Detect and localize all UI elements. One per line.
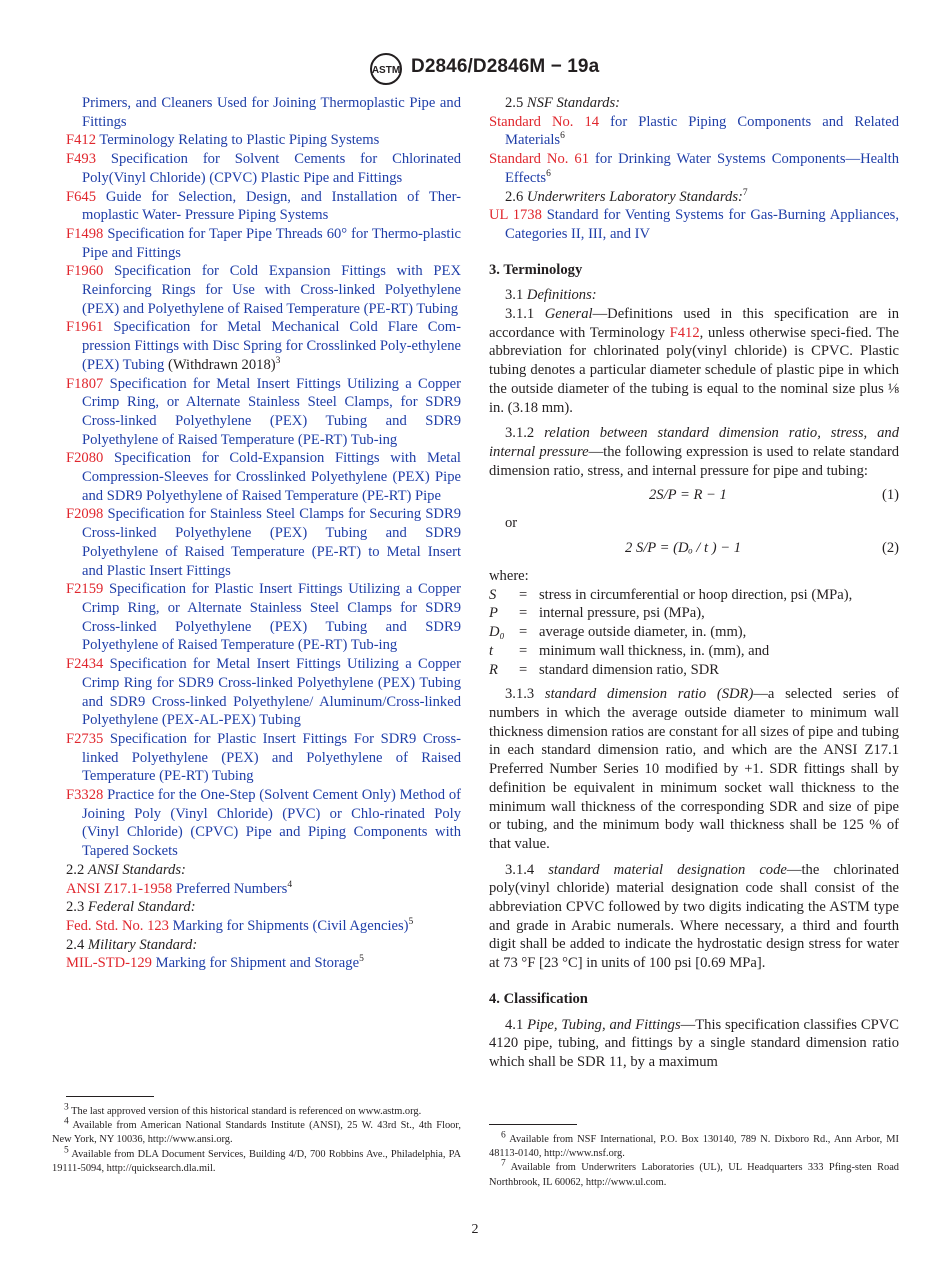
reference-code[interactable]: MIL-STD-129 [66, 955, 152, 972]
footnote-number: 3 [64, 1102, 69, 1113]
equals-sign: = [519, 605, 528, 622]
right-column [489, 94, 899, 1072]
reference-item [66, 131, 461, 150]
footnote [52, 1145, 461, 1176]
equation-2: 2 S/P = (Dₒ / t ) − 1 (2) [625, 540, 899, 557]
reference-item [66, 375, 461, 450]
withdrawn-note: (Withdrawn 2018) [164, 356, 276, 373]
symbol-definitions [489, 586, 899, 680]
reference-code[interactable]: F1960 [66, 263, 104, 280]
symbol-definition [489, 661, 899, 680]
reference-title[interactable]: for Plastic Piping Components and Related Materials [505, 113, 899, 149]
astm-logo-icon [368, 52, 404, 86]
section-3-1-heading: 3.1 Definitions: [505, 287, 597, 304]
section-3-1-3: 3.1.3 standard dimension ratio (SDR)—a selected series of numbers in which the average outside diameter to minimum wall thickness dimension ratios are constant for all sizes of pipe and tubing in each standard dimension ratio, and which are the ANSI Z17.1 Preferred Number Series 10 modified by +1. SDR fittings shall by definition be equivalent in minimum socket wall thickness to the minimum wall thickness of the corresponding SDR and size of pipe or tubing, and the minimum body wall thickness shall be 125 % of that value. [489, 686, 899, 852]
footnote-number: 6 [501, 1130, 506, 1141]
reference-code[interactable]: F1498 [66, 225, 104, 242]
terminology-link[interactable]: F412 [669, 324, 700, 341]
reference-code[interactable]: F2735 [66, 730, 104, 747]
page-number: 2 [471, 1222, 479, 1237]
footnote-number: 4 [64, 1116, 69, 1127]
reference-title[interactable]: Preferred Numbers [175, 880, 288, 897]
reference-item [66, 730, 461, 786]
reference-code[interactable]: UL 1738 [489, 207, 542, 224]
footnote [52, 1102, 461, 1119]
reference-ansi: ANSI Z17.1-1958 Preferred Numbers$^4$ [66, 879, 293, 897]
reference-code[interactable]: F3328 [66, 787, 104, 804]
reference-continuation: Primers, and Cleaners Used for Joining Thermoplastic Pipe and Fittings [82, 95, 461, 130]
symbol: S [489, 586, 497, 603]
symbol-meaning: average outside diameter, in. (mm), [539, 624, 747, 641]
symbol-definition [489, 604, 899, 623]
reference-title[interactable]: Specification for Cold-Expansion Fittings with Metal Compression-Sleeves for Crosslinked Polyethylene (PEX) Pipe and SDR9 Polyethylene of Raised Temperature (PE-RT) Pipe [82, 450, 461, 504]
where-text: where: [489, 568, 529, 585]
reference-item [66, 150, 461, 187]
footnote-rule-right [489, 1124, 577, 1125]
svg-text:ASTM: ASTM [371, 65, 401, 76]
reference-item [66, 262, 461, 318]
reference-title[interactable]: Specification for Plastic Insert Fittings Utilizing a Copper Crimp Ring, or Alternate Stainless Steel Clamps for SDR9 Cross-linked Polyethylene (PEX) Tubing and SDR9 Polyethylene of Raised Temperature (PE-RT) Tub-ing [82, 581, 461, 654]
reference-item [66, 655, 461, 730]
reference-mil: MIL-STD-129 Marking for Shipment and Storage$^5$ [66, 954, 364, 972]
footnote-rule-left [66, 1096, 154, 1097]
section-3-1-1: 3.1.1 General—Definitions used in this specification are in accordance with Terminology F412, unless otherwise speci-fied. The abbreviation for chlorinated poly(vinyl chloride) is CPVC. Plastic tubing denotes a particular diameter schedule of plastic pipe in which the outside diameter of the tubing is equal to the nominal size plus ⅛ in. (3.18 mm). [489, 306, 900, 416]
reference-title[interactable]: Specification for Metal Insert Fittings Utilizing a Copper Crimp Ring for SDR9 Cross-linked Polyethylene (PEX) Tubing and SDR9 Cross-linked Polyethylene/ Aluminum/Cross-linked Polyethylene (PEX-AL-PEX) Tubing [82, 656, 461, 729]
reference-code[interactable]: F2159 [66, 581, 104, 598]
symbol-meaning: stress in circumferential or hoop direction, psi (MPa), [539, 586, 853, 603]
symbol: P [489, 605, 498, 622]
reference-fed: Fed. Std. No. 123 Marking for Shipments (Civil Agencies)$^5$ [66, 917, 414, 934]
reference-title[interactable]: for Drinking Water Systems Components—Health Effects [505, 151, 899, 186]
reference-title[interactable]: Marking for Shipment and Storage [155, 955, 360, 972]
reference-code[interactable]: F2098 [66, 506, 104, 523]
reference-title[interactable]: Specification for Taper Pipe Threads 60° for Thermo-plastic Pipe and Fittings [82, 225, 462, 261]
reference-code[interactable]: F2080 [66, 450, 104, 467]
reference-code[interactable]: F493 [66, 151, 97, 168]
or-text: or [505, 515, 518, 532]
reference-title[interactable]: Specification for Stainless Steel Clamps for Securing SDR9 Cross-linked Polyethylene (PEX) Tubing and SDR9 Polyethylene of Raised Temperature (PE-RT) to Metal Insert and Plastic Insert Fittings [82, 506, 461, 579]
footnote-number: 5 [64, 1145, 69, 1156]
reference-nsf-14: Standard No. 14 for Plastic Piping Components and Related Materials$^6$ [489, 113, 899, 149]
reference-item [66, 225, 461, 262]
symbol: t [489, 642, 494, 659]
symbol: R [489, 661, 498, 678]
reference-item [66, 786, 461, 861]
footnote-text: Available from Underwriters Laboratories (UL), UL Headquarters 333 Pfing-sten Road Northbrook, IL 60062, http://www.ul.com. [489, 1162, 899, 1188]
reference-code[interactable]: F645 [66, 188, 97, 205]
reference-list [66, 131, 461, 860]
reference-title[interactable]: Terminology Relating to Plastic Piping Systems [99, 132, 380, 149]
symbol-definition [489, 586, 899, 605]
footnote-marker: 3 [275, 355, 281, 366]
section-3-title: 3. Terminology [489, 261, 583, 278]
footnotes-left [52, 1102, 461, 1176]
equals-sign: = [519, 642, 528, 659]
section-2-2-heading: 2.2 ANSI Standards: [66, 861, 186, 878]
reference-code[interactable]: F412 [66, 132, 97, 149]
reference-title[interactable]: Specification for Solvent Cements for Chlorinated Poly(Vinyl Chloride) (CPVC) Plastic Pipe and Fittings [82, 151, 461, 186]
section-3-1-4: 3.1.4 standard material designation code—the chlorinated poly(vinyl chloride) material designation code shall consist of the abbreviation CPVC followed by two digits indicating the ASTM type and grade in Arabic numerals. Where necessary, a third and fourth digit shall be added to indicate the hydrostatic design stress for water at 73 °F [23 °C] in units of 100 psi [0.69 MPa]. [489, 861, 899, 972]
symbol-meaning: minimum wall thickness, in. (mm), and [539, 642, 770, 659]
reference-title[interactable]: Guide for Selection, Design, and Installation of Ther-moplastic Water- Pressure Piping Systems [82, 188, 461, 224]
reference-title[interactable]: Specification for Plastic Insert Fittings For SDR9 Cross-linked Polyethylene (PEX) and Polyethylene of Raised Temperature (PE-RT) Tubing [82, 730, 461, 785]
symbol-meaning: standard dimension ratio, SDR [539, 661, 719, 678]
section-2-6-heading: 2.6 Underwriters Laboratory Standards:$^7$ [505, 187, 748, 205]
reference-ul [489, 206, 899, 243]
footnote-text: Available from American National Standards Institute (ANSI), 25 W. 43rd St., 4th Floor, New York, NY 10036, http://www.ansi.org. [52, 1120, 461, 1146]
left-column [66, 94, 461, 973]
page-header [0, 52, 950, 86]
reference-item [66, 318, 461, 374]
reference-title[interactable]: Specification for Cold Expansion Fittings with PEX Reinforcing Rings for Use with Cross-linked Polyethylene (PEX) and Polyethylene of Raised Temperature (PE-RT) Tubing [82, 263, 461, 317]
symbol: D₀ [489, 624, 505, 641]
symbol-definition [489, 642, 899, 661]
section-2-3-heading: 2.3 Federal Standard: [66, 899, 196, 916]
reference-item [66, 580, 461, 655]
equation-1: 2S/P = R − 1 (1) [649, 487, 899, 504]
footnote [489, 1130, 899, 1161]
footnote-number: 7 [501, 1158, 506, 1169]
reference-code[interactable]: F2434 [66, 656, 104, 673]
reference-item [66, 449, 461, 505]
footnote [52, 1116, 461, 1147]
equals-sign: = [519, 624, 528, 641]
document-id: D2846/D2846M − 19a [411, 56, 600, 77]
reference-title[interactable]: Specification for Metal Mechanical Cold Flare Com-pression Fittings with Disc Spring for Crosslinked Poly-ethylene (PEX) Tubing [82, 319, 461, 373]
reference-code[interactable]: F1807 [66, 375, 104, 392]
reference-item [66, 188, 461, 225]
reference-title[interactable]: Marking for Shipments (Civil Agencies) [172, 917, 409, 934]
footnotes-right [489, 1130, 899, 1190]
footnote [489, 1158, 899, 1189]
reference-code[interactable]: ANSI Z17.1-1958 [66, 880, 173, 897]
reference-nsf-61: Standard No. 61 for Drinking Water Systems Components—Health Effects$^6$ [489, 151, 899, 186]
reference-code[interactable]: F1961 [66, 319, 104, 336]
footnote-text: Available from DLA Document Services, Building 4/D, 700 Robbins Ave., Philadelphia, PA 19111-5094, http://quicksearch.dla.mil. [52, 1148, 461, 1174]
section-4-title: 4. Classification [489, 990, 588, 1007]
footnote-text: The last approved version of this historical standard is referenced on www.astm.org. [71, 1106, 422, 1117]
equals-sign: = [519, 586, 528, 603]
reference-item [66, 505, 461, 580]
footnote-text: Available from NSF International, P.O. Box 130140, 789 N. Dixboro Rd., Ann Arbor, MI 48113-0140, http://www.nsf.org. [489, 1134, 899, 1160]
reference-title[interactable]: Specification for Metal Insert Fittings Utilizing a Copper Crimp Ring, or Alternate Stainless Steel Clamps, for SDR9 Cross-linked Polyethylene (PEX) Tubing and SDR9 Polyethylene of Raised Temperature (PE-RT) Tub-ing [82, 375, 461, 448]
symbol-definition [489, 623, 899, 642]
reference-code[interactable]: Fed. Std. No. 123 [66, 917, 169, 934]
reference-code[interactable]: Standard No. 14 [489, 113, 600, 130]
reference-title[interactable]: Standard for Venting Systems for Gas-Burning Appliances, Categories II, III, and IV [505, 207, 899, 242]
reference-code[interactable]: Standard No. 61 [489, 151, 590, 168]
equals-sign: = [519, 661, 528, 678]
section-2-5-heading: 2.5 NSF Standards: [505, 95, 621, 111]
symbol-meaning: internal pressure, psi (MPa), [539, 605, 705, 622]
section-3-1-2: 3.1.2 relation between standard dimension ratio, stress, and internal pressure—the following expression is used to relate standard dimension ratio, stress, and internal pressure for pipe and tubing: [489, 425, 899, 479]
reference-title[interactable]: Practice for the One-Step (Solvent Cement Only) Method of Joining Poly (Vinyl Chloride) (PVC) or Chlo-rinated Poly (Vinyl Chloride) (CPVC) Pipe and Piping Components with Tapered Sockets [82, 787, 461, 860]
section-2-4-heading: 2.4 Military Standard: [66, 936, 198, 953]
section-4-1: 4.1 Pipe, Tubing, and Fittings—This specification classifies CPVC 4120 pipe, tubing, and fittings by a single standard dimension ratio which shall be SDR 11, by a maximum [489, 1016, 899, 1070]
